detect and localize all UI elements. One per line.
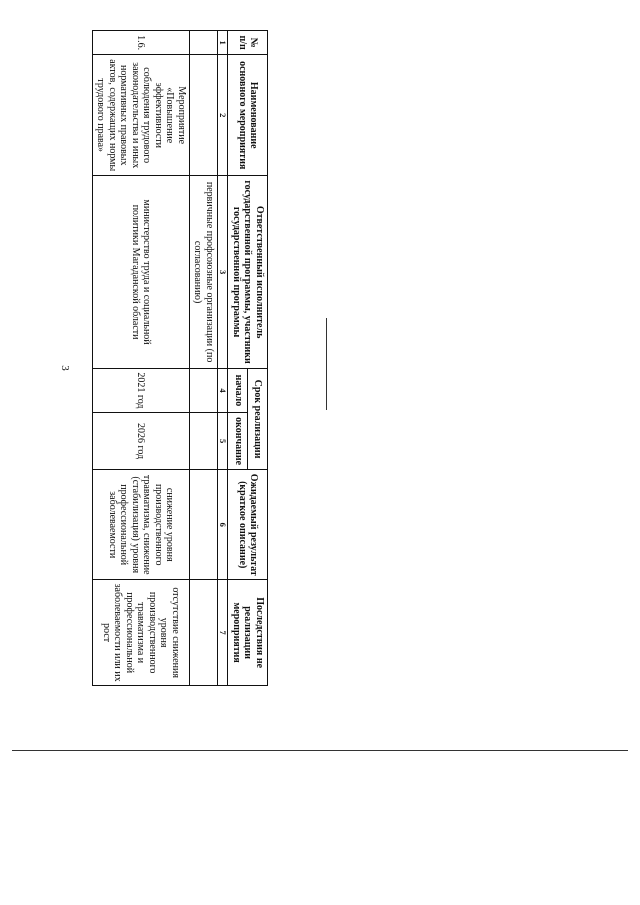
cell-consequences: отсутствие снижения уровня производственного травматизма и профессиональной заболеваемости или их рост	[92, 580, 189, 686]
table-cell	[189, 412, 217, 469]
table-cell	[189, 580, 217, 686]
cell-name: Мероприятие «Повышение эффективности соблюдения трудового законодательства и иных нормативных правовых актов, содержащих нормы трудового права»	[92, 55, 189, 176]
column-number: 4	[217, 368, 228, 412]
table-cell	[189, 368, 217, 412]
cell-start: 2021 год	[92, 368, 189, 412]
header-num: № п/п	[228, 31, 268, 55]
header-start: начало	[228, 368, 248, 412]
cell-executor: министерство труда и социальной политики Магаданской области	[92, 176, 189, 369]
header-row	[248, 31, 268, 686]
header-consequences: Последствия не реализации мероприятия	[228, 580, 268, 686]
column-number: 1	[217, 31, 228, 55]
table-row-1-6	[92, 31, 189, 686]
cell-result: снижение уровня производственного травматизма, снижение (стабилизация) уровня профессиональной заболеваемости	[92, 470, 189, 580]
header-result: Ожидаемый результат (краткое описание)	[228, 470, 268, 580]
table-row-continuation	[189, 31, 217, 686]
cell-num: 1.6.	[92, 31, 189, 55]
header-period: Срок реализации	[248, 368, 268, 469]
column-number: 7	[217, 580, 228, 686]
column-number: 2	[217, 55, 228, 176]
column-number: 5	[217, 412, 228, 469]
measures-table	[95, 30, 268, 686]
page-number: 3	[58, 365, 71, 371]
header-executor: Ответственный исполнитель государственной программы, участники государственной программы	[228, 176, 268, 369]
header-name: Наименование основного мероприятия	[228, 55, 268, 176]
page-rule	[12, 750, 628, 751]
cell-executor: первичные профсоюзные организации (по согласованию)	[189, 176, 217, 369]
end-divider	[326, 318, 327, 410]
column-number: 3	[217, 176, 228, 369]
table-cell	[189, 31, 217, 55]
cell-end: 2026 год	[92, 412, 189, 469]
header-end: окончание	[228, 412, 248, 469]
column-number: 6	[217, 470, 228, 580]
table-cell	[189, 470, 217, 580]
table-cell	[189, 55, 217, 176]
column-number-row	[217, 31, 228, 686]
